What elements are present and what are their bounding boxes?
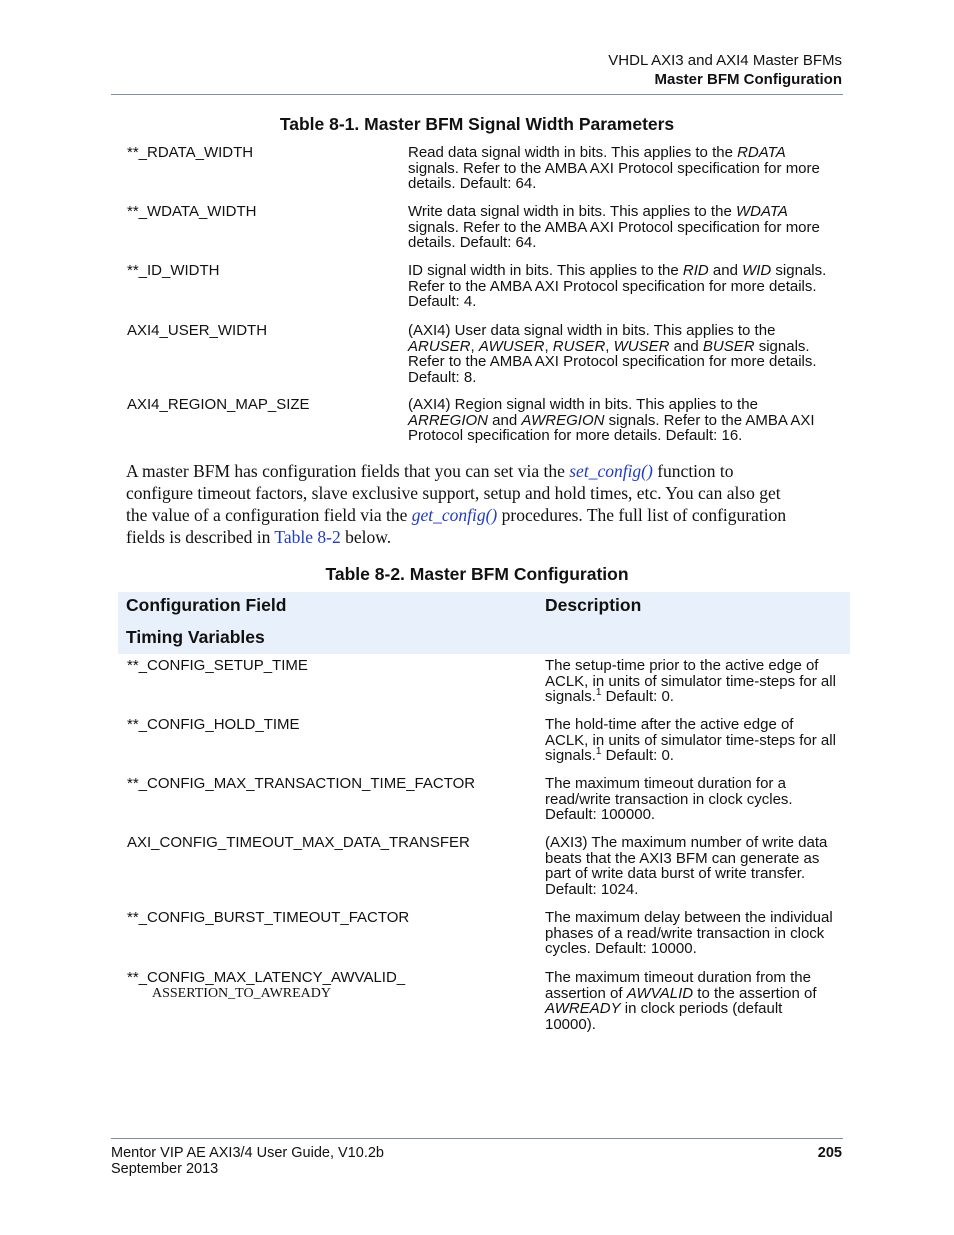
param-name: AXI4_REGION_MAP_SIZE [127,396,310,413]
param-description: ID signal width in bits. This applies to the RID and WID signals. Refer to the AMBA AXI Protocol specification for more details. Default: 4. [408,262,827,310]
body-paragraph: A master BFM has configuration fields that you can set via the set_config() function to configure timeout factors, slave exclusive support, setup and hold times, etc. You can also get the value of a configuration field via the get_config() procedures. The full list of configuration fields is described in Table 8-2 below. [126,461,787,547]
set-config-link[interactable]: set_config() [569,461,653,481]
param-name: **_RDATA_WIDTH [127,144,254,161]
param-name: AXI4_USER_WIDTH [127,322,268,339]
param-name: **_WDATA_WIDTH [127,203,257,220]
footer-rule [111,1138,843,1139]
footer-guide-title: Mentor VIP AE AXI3/4 User Guide, V10.2b [111,1145,384,1161]
config-field-name: **_CONFIG_HOLD_TIME [127,716,300,733]
header-rule [111,94,843,95]
config-field-description: The maximum timeout duration from the assertion of AWVALID to the assertion of AWREADY in clock periods (default 10000). [545,969,817,1033]
config-field-description: The maximum delay between the individual phases of a read/write transaction in clock cycles. Default: 10000. [545,909,833,957]
config-field-name-continued: ASSERTION_TO_AWREADY [152,986,331,1001]
page-number: 205 [817,1145,842,1161]
column-header-field: Configuration Field [126,595,287,615]
table-8-1-caption: Table 8-1. Master BFM Signal Width Parameters [279,114,675,134]
running-header-section: Master BFM Configuration [654,71,842,88]
get-config-link[interactable]: get_config() [411,505,498,525]
config-field-name: **_CONFIG_BURST_TIMEOUT_FACTOR [127,909,410,926]
config-field-description: The maximum timeout duration for a read/write transaction in clock cycles. Default: 100000. [545,775,793,823]
config-field-description: (AXI3) The maximum number of write data beats that the AXI3 BFM can generate as part of write data burst of write transfer. Default: 1024. [545,834,828,898]
param-description: Read data signal width in bits. This applies to the RDATA signals. Refer to the AMBA AXI Protocol specification for more details. Default: 64. [408,144,820,192]
footnote-ref: 1 [595,746,602,757]
group-heading-timing: Timing Variables [126,627,265,647]
table-8-2-caption: Table 8-2. Master BFM Configuration [325,564,629,584]
param-name: **_ID_WIDTH [127,262,220,279]
config-field-name: **_CONFIG_MAX_LATENCY_AWVALID_ [127,969,406,986]
config-field-description: The hold-time after the active edge of ACLK, in units of simulator time-steps for all signals.$^1$ Default: 0. [545,716,836,764]
footer-date: September 2013 [111,1161,219,1177]
config-field-name: AXI_CONFIG_TIMEOUT_MAX_DATA_TRANSFER [127,834,470,851]
footnote-ref: 1 [595,687,602,698]
param-description: (AXI4) User data signal width in bits. This applies to the ARUSER, AWUSER, RUSER, WUSER and BUSER signals. Refer to the AMBA AXI Protocol specification for more details. Default: 8. [408,322,817,386]
table-8-2-link[interactable]: Table 8-2 [274,527,341,547]
config-field-description: The setup-time prior to the active edge of ACLK, in units of simulator time-steps for all signals.$^1$ Default: 0. [545,657,836,705]
table-header [118,592,850,654]
config-field-name: **_CONFIG_SETUP_TIME [127,657,308,674]
running-header-chapter: VHDL AXI3 and AXI4 Master BFMs [608,52,842,69]
param-description: (AXI4) Region signal width in bits. This applies to the ARREGION and AWREGION signals. Refer to the AMBA AXI Protocol specification for more details. Default: 16. [408,396,815,444]
param-description: Write data signal width in bits. This applies to the WDATA signals. Refer to the AMBA AXI Protocol specification for more details. Default: 64. [408,203,820,251]
config-field-name: **_CONFIG_MAX_TRANSACTION_TIME_FACTOR [127,775,476,792]
column-header-description: Description [545,595,642,615]
